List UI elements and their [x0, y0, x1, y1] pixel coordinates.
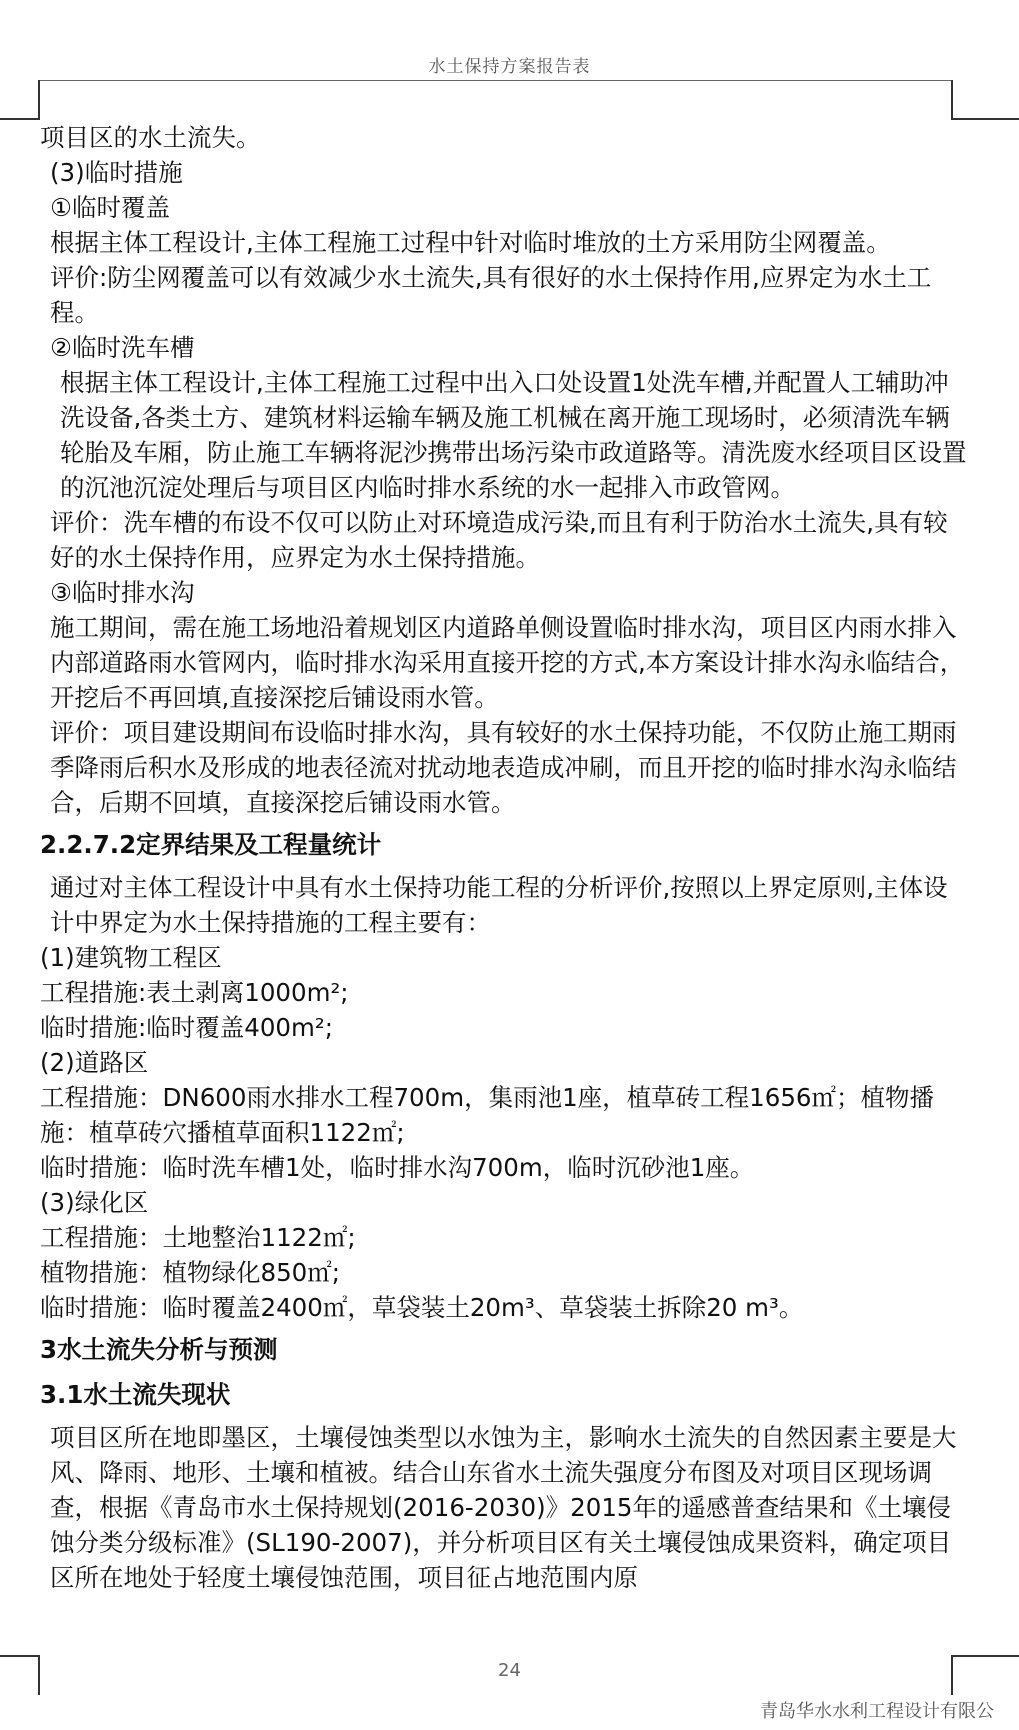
- paragraph-cover-design: 根据主体工程设计,主体工程施工过程中针对临时堆放的土方采用防尘网覆盖。: [50, 228, 891, 257]
- list-line: 临时措施:临时覆盖400m²;: [40, 1013, 333, 1042]
- paragraph-drainage-design: 施工期间，需在施工场地沿着规划区内道路单侧设置临时排水沟，项目区内雨水排入内部道路雨水管网内，临时排水沟采用直接开挖的方式,本方案设计排水沟永临结合，开挖后不再回填,直接深挖后铺设雨水管。: [50, 613, 965, 712]
- paragraph-cover-evaluation: 评价:防尘网覆盖可以有效减少水土流失,具有很好的水土保持作用,应界定为水土工程。: [50, 263, 932, 327]
- item-temporary-cover: ①临时覆盖: [50, 193, 170, 222]
- subsection-temporary-measures: (3)临时措施: [50, 158, 183, 187]
- crop-mark-top-left-v: [38, 80, 40, 120]
- paragraph-erosion-status: 项目区所在地即墨区，土壤侵蚀类型以水蚀为主，影响水土流失的自然因素主要是大风、降雨、地形、土壤和植被。结合山东省水土流失强度分布图及对项目区现场调查，根据《青岛市水土保持规划(2016-2030)》2015年的遥感普查结果和《土壤侵蚀分类分级标准》(SL190-2007)，并分析项目区有关土壤侵蚀成果资料，确定项目区所在地处于轻度土壤侵蚀范围，项目征占地范围内原: [50, 1423, 957, 1592]
- section-heading-3: 3水土流失分析与预测: [40, 1335, 278, 1364]
- paragraph-continuation: 项目区的水土流失。: [40, 123, 261, 152]
- list-line: 工程措施:表土剥离1000m²;: [40, 978, 349, 1007]
- list-line: (3)绿化区: [40, 1188, 149, 1217]
- list-line: (1)建筑物工程区: [40, 943, 222, 972]
- crop-mark-top-right-v: [951, 80, 953, 120]
- document-body: [40, 120, 970, 1595]
- crop-mark-bottom-left-h: [0, 1655, 40, 1657]
- list-line: 植物措施：植物绿化850㎡;: [40, 1258, 341, 1287]
- item-wash-trough: ②临时洗车槽: [50, 333, 195, 362]
- section-heading-2-2-7-2: 2.2.7.2定界结果及工程量统计: [40, 830, 382, 859]
- section-heading-3-1: 3.1水土流失现状: [40, 1380, 231, 1409]
- crop-mark-bottom-right-h: [952, 1655, 1019, 1657]
- page-header-title: 水土保持方案报告表: [428, 57, 591, 77]
- list-line: (2)道路区: [40, 1048, 149, 1077]
- paragraph-section-intro: 通过对主体工程设计中具有水土保持功能工程的分析评价,按照以上界定原则,主体设计中界定为水土保持措施的工程主要有：: [50, 873, 948, 937]
- header-rule: [38, 80, 952, 81]
- list-line: 工程措施：土地整治1122㎡;: [40, 1223, 356, 1252]
- paragraph-wash-trough-evaluation: 评价：洗车槽的布设不仅可以防止对环境造成污染,而且有利于防治水土流失,具有较好的水土保持作用，应界定为水土保持措施。: [50, 508, 948, 572]
- item-drainage-ditch: ③临时排水沟: [50, 578, 195, 607]
- paragraph-drainage-evaluation: 评价：项目建设期间布设临时排水沟，具有较好的水土保持功能，不仅防止施工期雨季降雨后积水及形成的地表径流对扰动地表造成冲刷，而且开挖的临时排水沟永临结合，后期不回填，直接深挖后铺设雨水管。: [50, 718, 957, 817]
- page-number: 24: [498, 1660, 521, 1681]
- footer-company-name: 青岛华水水利工程设计有限公: [760, 1701, 994, 1722]
- list-line: 工程措施：DN600雨水排水工程700m，集雨池1座，植草砖工程1656㎡；植物播施：植草砖穴播植草面积1122㎡;: [40, 1083, 935, 1147]
- list-line: 临时措施：临时覆盖2400㎡，草袋装土20m³、草袋装土拆除20 m³。: [40, 1293, 804, 1322]
- paragraph-wash-trough-design: 根据主体工程设计,主体工程施工过程中出入口处设置1处洗车槽,并配置人工辅助冲洗设备,各类土方、建筑材料运输车辆及施工机械在离开施工现场时，必须清洗车辆轮胎及车厢，防止施工车辆将泥沙携带出场污染市政道路等。清洗废水经项目区设置的沉池沉淀处理后与项目区内临时排水系统的水一起排入市政管网。: [60, 368, 967, 502]
- list-line: 临时措施：临时洗车槽1处，临时排水沟700m，临时沉砂池1座。: [40, 1153, 755, 1182]
- crop-mark-top-left-h: [0, 118, 40, 120]
